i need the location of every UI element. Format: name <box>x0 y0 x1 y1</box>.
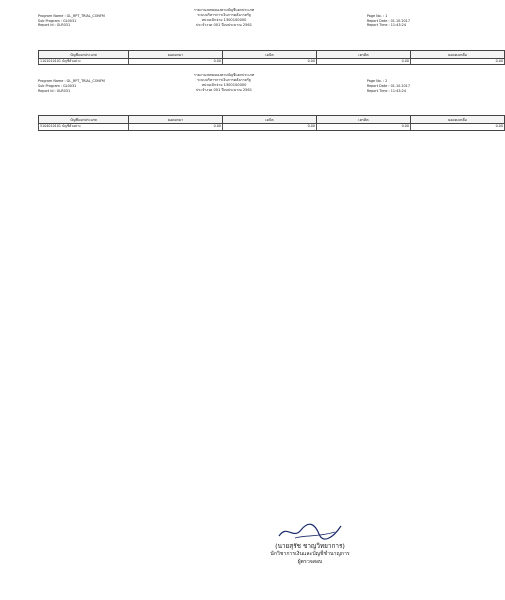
header-left-line: Sub Program : GL0031 <box>38 18 77 23</box>
page2-header <box>38 71 410 115</box>
report-sheet <box>38 6 503 131</box>
column-header: ยอดยกมา <box>129 116 223 124</box>
signatory-title: นักวิชาการเงินและบัญชีชำนาญการ <box>270 551 350 557</box>
column-header: บัญชีแยกประเภท <box>39 116 129 124</box>
header-right-line: Page No. : 1 <box>366 14 388 18</box>
signature-scribble-icon <box>275 520 345 542</box>
page1-report-subtitle: ระบบบริหารการเงินการคลังภาครัฐ <box>197 13 251 17</box>
header-left-line: Report Id : GLR031 <box>38 88 71 93</box>
signatory-name: (นายสุรัช ชาญวิทยาการ) <box>275 542 345 550</box>
column-header: ยอดคงเหลือ <box>411 51 505 59</box>
table-row <box>39 124 505 130</box>
page2-trial-balance-table <box>38 115 505 130</box>
header-left-line: Report Id : GLR031 <box>38 23 71 28</box>
page2-header-right <box>367 79 410 93</box>
amount-cell: 0.00 <box>223 59 317 65</box>
column-header: เครดิต <box>317 51 411 59</box>
page1-report-unit: หน่วยเบิกจ่าย 1300100000 <box>201 18 247 22</box>
header-right-line: Report Date : 01.10.2017 <box>366 84 410 89</box>
account-cell: 5104010101 บัญชีตัวอย่าง <box>39 124 129 130</box>
column-header: เดบิต <box>223 51 317 59</box>
header-right-line: Report Time : 11:43:24 <box>366 23 406 28</box>
page2-report-period: ประจำงวด 001 ปีงบประมาณ 2561 <box>196 88 252 93</box>
page1-report-period: ประจำงวด 001 ปีงบประมาณ 2561 <box>196 23 252 27</box>
amount-cell: 0.00 <box>129 124 223 130</box>
page1-report-title: รายงานงบทดลองตามบัญชีแยกประเภท <box>193 8 255 12</box>
page1-header <box>38 6 410 50</box>
column-header: ยอดคงเหลือ <box>411 116 505 124</box>
account-cell: 1101010101 บัญชีตัวอย่าง <box>39 59 129 65</box>
page1-header-right <box>367 14 410 28</box>
header-left-line: Sub Program : GL0031 <box>38 84 77 89</box>
column-header: ยอดยกมา <box>129 51 223 59</box>
column-header: เดบิต <box>223 116 317 124</box>
header-left-line: Program Name : GL_RPT_TRIAL_CONFM <box>38 14 105 18</box>
header-right-line: Report Time : 11:43:24 <box>366 88 406 93</box>
amount-cell: 0.00 <box>129 59 223 65</box>
page1-trial-balance-table <box>38 50 505 65</box>
column-header: บัญชีแยกประเภท <box>39 51 129 59</box>
amount-cell: 0.00 <box>317 124 411 130</box>
amount-cell: 0.00 <box>411 59 505 65</box>
column-header: เครดิต <box>317 116 411 124</box>
signature-block <box>215 520 405 566</box>
header-right-line: Report Date : 01.10.2017 <box>366 18 410 23</box>
page2-report-unit: หน่วยเบิกจ่าย 1300100000 <box>201 83 247 88</box>
page2-report-subtitle: ระบบบริหารการเงินการคลังภาครัฐ <box>197 78 251 83</box>
signatory-org: ผู้ตรวจสอบ <box>297 559 323 565</box>
amount-cell: 0.00 <box>223 124 317 130</box>
page2-report-title: รายงานงบทดลองตามบัญชีแยกประเภท <box>193 73 255 78</box>
header-right-line: Page No. : 2 <box>366 79 388 84</box>
table-row <box>39 59 505 65</box>
header-left-line: Program Name : GL_RPT_TRIAL_CONFM <box>38 79 105 84</box>
amount-cell: 0.00 <box>411 124 505 130</box>
amount-cell: 0.00 <box>317 59 411 65</box>
